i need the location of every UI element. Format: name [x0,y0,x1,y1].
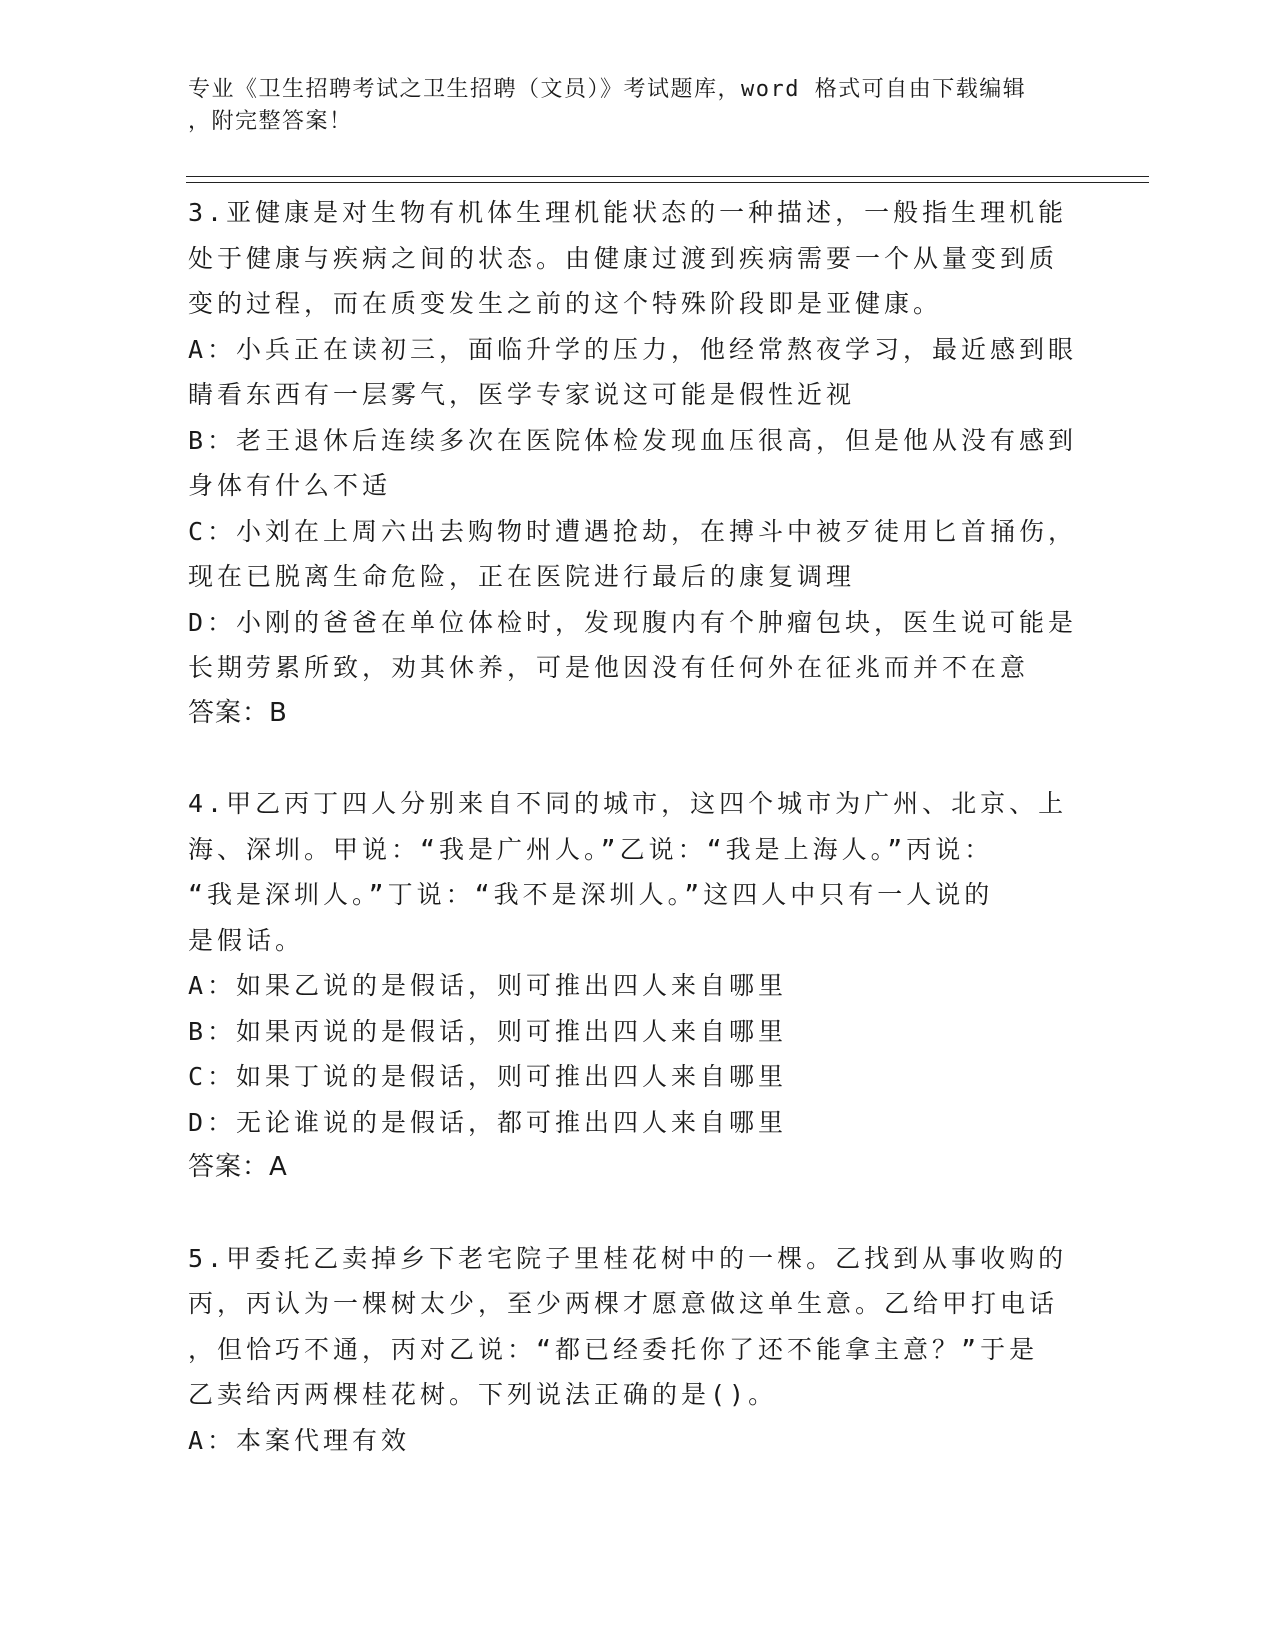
answer-label: 答案：A [188,1152,288,1182]
option-a: A：如果乙说的是假话，则可推出四人来自哪里 [188,971,788,1000]
option-b: B：老王退休后连续多次在医院体检发现血压很高，但是他从没有感到 [188,425,1078,455]
option-a-cont: 睛看东西有一层雾气，医学专家说这可能是假性近视 [188,380,856,409]
option-d: D：小刚的爸爸在单位体检时，发现腹内有个肿瘤包块，医生说可能是 [188,607,1078,637]
option-a: A：小兵正在读初三，面临升学的压力，他经常熬夜学习，最近感到眼 [188,334,1078,364]
question-stem-line: “我是深圳人。”丁说：“我不是深圳人。”这四人中只有一人说的 [188,880,994,909]
option-b: B：如果丙说的是假话，则可推出四人来自哪里 [188,1016,788,1046]
question-gap [188,736,1088,781]
question-gap [188,1191,1088,1236]
answer-label: 答案：B [188,697,288,728]
question-stem-line: 海、深圳。甲说：“我是广州人。”乙说：“我是上海人。”丙说： [188,834,994,864]
question-5 [188,1236,1088,1464]
option-b-cont: 身体有什么不适 [188,471,392,500]
question-stem-line: 4.甲乙丙丁四人分别来自不同的城市，这四个城市为广州、北京、上 [188,789,1068,818]
header-line-1: 专业《卫生招聘考试之卫生招聘（文员）》考试题库，word 格式可自由下载编辑 [188,77,1027,102]
question-stem-line: ，但恰巧不通，丙对乙说：“都已经委托你了还不能拿主意？”于是 [188,1334,1039,1364]
option-c-cont: 现在已脱离生命危险，正在医院进行最后的康复调理 [188,562,856,591]
question-stem-line: 乙卖给丙两棵桂花树。下列说法正确的是()。 [188,1380,778,1409]
question-3 [188,190,1088,736]
option-d-cont: 长期劳累所致，劝其休养，可是他因没有任何外在征兆而并不在意 [188,653,1030,682]
question-list [188,190,1088,1463]
option-c: C：小刘在上周六出去购物时遭遇抢劫，在搏斗中被歹徒用匕首捅伤， [188,516,1078,546]
option-c: C：如果丁说的是假话，则可推出四人来自哪里 [188,1062,788,1091]
header-rule-top [186,176,1149,177]
question-4 [188,781,1088,1191]
question-stem-line: 处于健康与疾病之间的状态。由健康过渡到疾病需要一个从量变到质 [188,243,1059,273]
option-d: D：无论谁说的是假话，都可推出四人来自哪里 [188,1107,788,1137]
option-a: A：本案代理有效 [188,1425,411,1455]
question-stem-line: 5.甲委托乙卖掉乡下老宅院子里桂花树中的一棵。乙找到从事收购的 [188,1243,1068,1273]
question-stem-line: 是假话。 [188,925,305,955]
header-rule-bottom [186,182,1149,183]
question-stem-line: 变的过程，而在质变发生之前的这个特殊阶段即是亚健康。 [188,289,943,318]
question-stem-line: 丙，丙认为一棵树太少，至少两棵才愿意做这单生意。乙给甲打电话 [188,1289,1059,1318]
header-line-2: ，附完整答案！ [188,109,353,134]
document-header [188,74,1068,138]
question-stem-line: 3.亚健康是对生物有机体生理机能状态的一种描述，一般指生理机能 [188,198,1068,227]
